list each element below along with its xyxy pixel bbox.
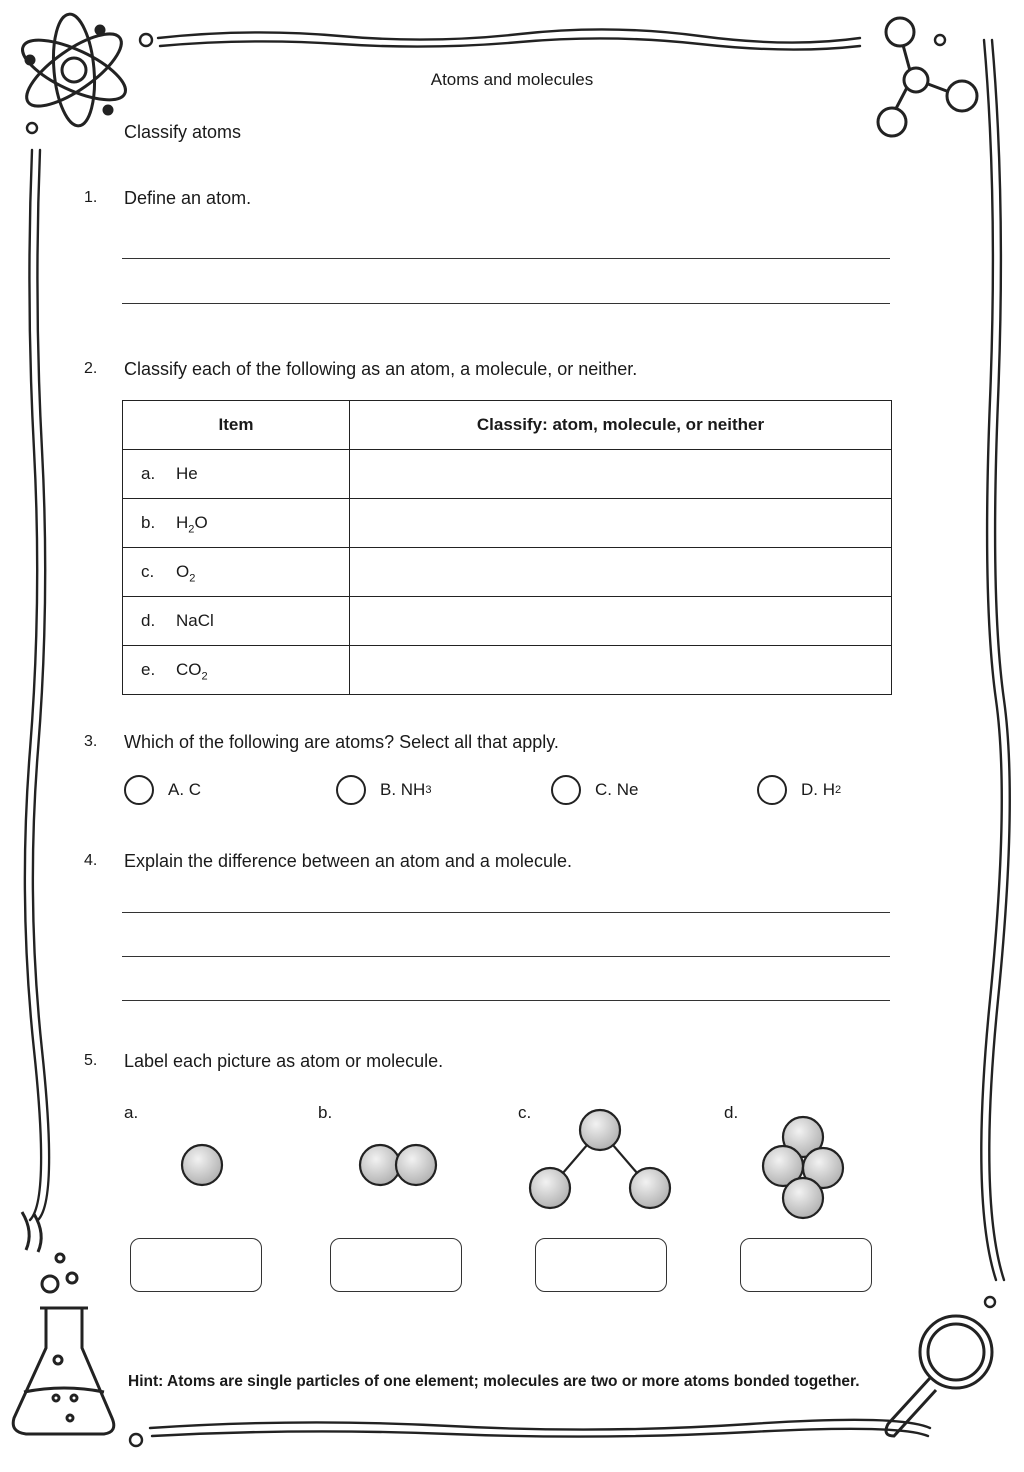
classify-answer-cell[interactable] <box>350 597 892 646</box>
answer-line[interactable] <box>122 912 890 913</box>
radio-circle-icon[interactable] <box>336 775 366 805</box>
classify-table <box>122 400 892 695</box>
atom-ball <box>783 1178 823 1218</box>
picture-label-a: a. <box>124 1103 139 1122</box>
classify-answer-cell[interactable] <box>350 548 892 597</box>
picture-label-c: c. <box>518 1103 532 1122</box>
table-row <box>123 597 892 646</box>
atom-ball <box>360 1145 400 1185</box>
classify-answer-cell[interactable] <box>350 646 892 695</box>
item-cell: d. NaCl <box>123 597 350 646</box>
radio-circle-icon[interactable] <box>551 775 581 805</box>
answer-line[interactable] <box>122 956 890 957</box>
option-label: D. H <box>801 780 835 799</box>
particle-pictures <box>0 1100 1024 1230</box>
radio-circle-icon[interactable] <box>124 775 154 805</box>
item-cell: b. $H_2O$ <box>123 499 350 548</box>
q2-number: 2. <box>84 360 98 377</box>
answer-line[interactable] <box>122 1000 890 1001</box>
item-cell: e. $CO_2$ <box>123 646 350 695</box>
q4-text: Explain the difference between an atom and a molecule. <box>124 851 572 871</box>
option-d[interactable]: D. H 2 <box>757 774 841 806</box>
item-cell: c. $O_2$ <box>123 548 350 597</box>
table-row <box>123 499 892 548</box>
col-classify-header: Classify: atom, molecule, or neither <box>350 401 892 450</box>
q5-text: Label each picture as atom or molecule. <box>124 1051 444 1071</box>
magnifier-icon <box>886 1316 992 1436</box>
label-box-b[interactable] <box>330 1238 462 1292</box>
item-cell: a. He <box>123 450 350 499</box>
atom-ball <box>580 1110 620 1150</box>
option-label: B. NH <box>380 780 426 799</box>
page-title: Atoms and molecules <box>430 70 594 89</box>
q3-number: 3. <box>84 733 98 750</box>
hint-text: Hint: Atoms are single particles of one element; molecules are two or more atoms bonded together. <box>128 1373 860 1390</box>
table-row <box>123 548 892 597</box>
q2-text: Classify each of the following as an atom, a molecule, or neither. <box>124 359 638 379</box>
atom-ball <box>182 1145 222 1185</box>
option-a[interactable] <box>124 774 201 806</box>
option-b[interactable]: B. NH 3 <box>336 774 432 806</box>
label-box-d[interactable] <box>740 1238 872 1292</box>
q1-number: 1. <box>84 189 98 206</box>
q3-text: Which of the following are atoms? Select all that apply. <box>124 732 559 752</box>
atom-ball <box>630 1168 670 1208</box>
q5-number: 5. <box>84 1052 98 1069</box>
answer-line[interactable] <box>122 258 890 259</box>
option-label: A. C <box>168 780 202 799</box>
answer-line[interactable] <box>122 303 890 304</box>
picture-label-d: d. <box>724 1103 739 1122</box>
option-label: C. Ne <box>595 780 639 799</box>
radio-circle-icon[interactable] <box>757 775 787 805</box>
label-box-a[interactable] <box>130 1238 262 1292</box>
table-row <box>123 450 892 499</box>
picture-label-b: b. <box>318 1103 333 1122</box>
col-item-header: Item <box>123 401 350 450</box>
label-box-c[interactable] <box>535 1238 667 1292</box>
q1-text: Define an atom. <box>124 188 252 208</box>
option-c[interactable] <box>551 774 638 806</box>
table-header-row <box>123 401 892 450</box>
flask-icon <box>13 1212 114 1434</box>
classify-answer-cell[interactable] <box>350 450 892 499</box>
q4-number: 4. <box>84 852 98 869</box>
atom-ball <box>396 1145 436 1185</box>
classify-answer-cell[interactable] <box>350 499 892 548</box>
section-heading: Classify atoms <box>124 122 242 142</box>
atom-ball <box>530 1168 570 1208</box>
table-row <box>123 646 892 695</box>
